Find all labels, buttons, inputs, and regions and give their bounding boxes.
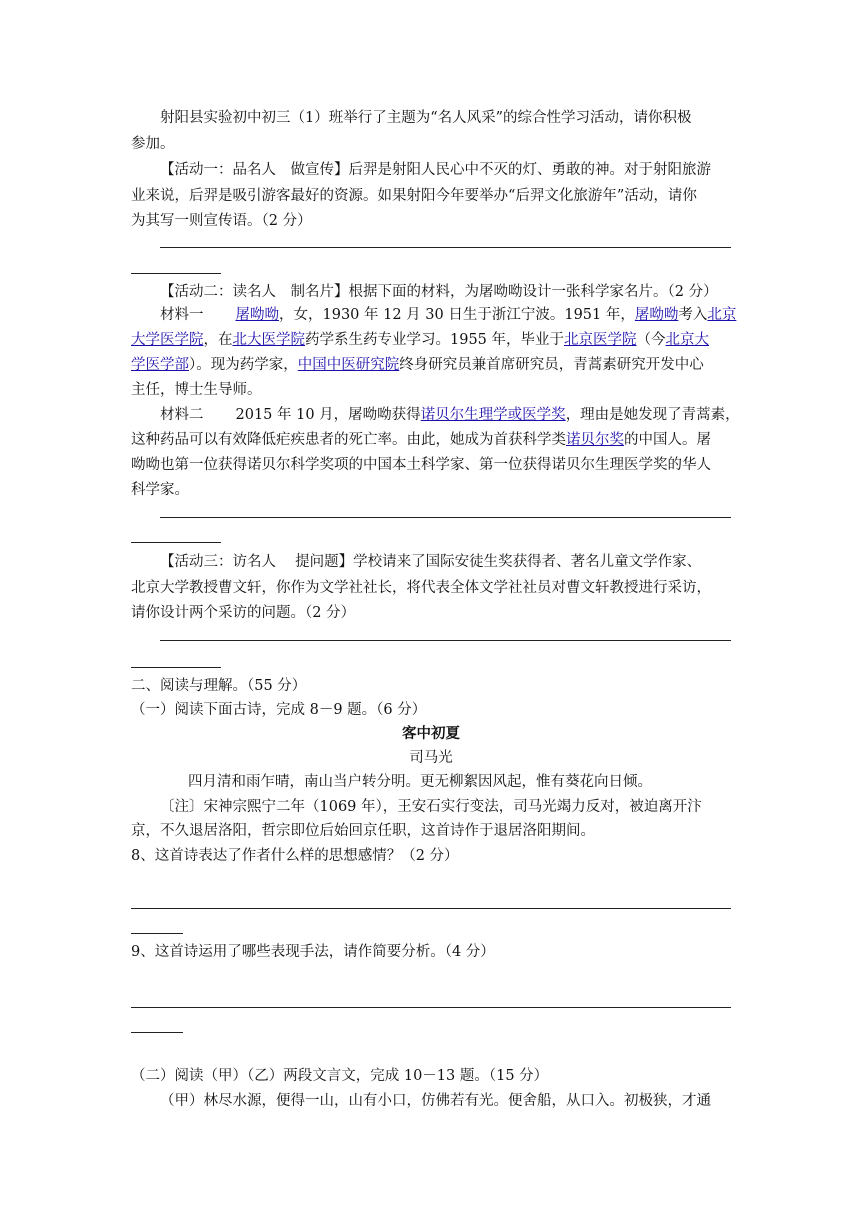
answer-line-tail	[131, 933, 183, 934]
activity-1-line-3: 为其写一则宣传语。（2 分）	[131, 213, 312, 229]
poem-note-line-1: 〔注〕宋神宗熙宁二年（1069 年），王安石实行变法，司马光竭力反对，被迫离开汴	[160, 799, 702, 815]
part-1-heading: （一）阅读下面古诗，完成 8－9 题。（6 分）	[131, 702, 427, 718]
link-china-academy-tcm[interactable]: 中国中医研究院	[297, 357, 400, 373]
material-2-text: 的中国人。屠	[624, 432, 711, 448]
answer-line-tail	[131, 542, 221, 543]
material-1-line-4: 主任，博士生导师。	[131, 382, 262, 398]
answer-line	[131, 1007, 731, 1008]
poem-title: 客中初夏	[402, 726, 460, 742]
link-beijing-medical-college[interactable]: 北京医学院	[564, 332, 637, 348]
section-2-title: 二、阅读与理解。（55 分）	[131, 678, 307, 694]
material-1-line-3	[131, 355, 731, 375]
answer-line	[160, 247, 731, 248]
link-nobel-prize[interactable]: 诺贝尔奖	[566, 432, 624, 448]
question-8: 8、这首诗表达了作者什么样的思想感情？（2 分）	[131, 848, 459, 864]
link-nobel-medicine[interactable]: 诺贝尔生理学或医学奖	[420, 407, 566, 423]
activity-3-line-2: 北京大学教授曹文轩，你作为文学社社长，将代表全体文学社社员对曹文轩教授进行采访，	[131, 580, 711, 596]
answer-line	[131, 908, 731, 909]
activity-1-line-1: 【活动一：品名人 做宣传】后羿是射阳人民心中不灭的灯、勇敢的神。对于射阳旅游	[160, 162, 711, 178]
link-beida-medical[interactable]: 北大医学院	[232, 332, 305, 348]
intro-line-2: 参加。	[131, 136, 175, 152]
material-2-text: 这种药品可以有效降低疟疾患者的死亡率。由此，她成为首获科学类	[131, 432, 566, 448]
answer-line-tail	[131, 273, 221, 274]
part-2-heading: （二）阅读（甲）（乙）两段文言文，完成 10－13 题。（15 分）	[131, 1068, 549, 1084]
activity-1-line-2: 业来说，后羿是吸引游客最好的资源。如果射阳今年要举办“后羿文化旅游年”活动，请你	[131, 188, 697, 204]
link-peking-university[interactable]: 北京	[707, 307, 737, 323]
material-1-line-2	[131, 330, 731, 350]
link-tuyouyou-2[interactable]: 屠呦呦	[634, 307, 679, 323]
material-2-line-3: 呦呦也第一位获得诺贝尔科学奖项的中国本土科学家、第一位获得诺贝尔生理医学奖的华人	[131, 457, 711, 473]
activity-3-line-1: 【活动三：访名人 提问题】学校请来了国际安徒生奖获得者、著名儿童文学作家、	[160, 554, 702, 570]
material-2-label: 材料二	[160, 407, 204, 423]
material-1-text: ）。现为药学家，	[189, 357, 298, 373]
material-1-text: 药学系生药专业学习。1955 年，毕业于	[305, 332, 565, 348]
poem-author: 司马光	[409, 750, 453, 766]
material-1-line-1	[160, 305, 737, 325]
passage-jia-line-1: （甲）林尽水源，便得一山，山有小口，仿佛若有光。便舍船，从口入。初极狭，才通	[160, 1093, 711, 1109]
material-2-line-2	[131, 430, 731, 450]
link-tuyouyou[interactable]: 屠呦呦	[235, 307, 279, 323]
material-1-label: 材料一	[160, 307, 204, 323]
answer-line-tail	[131, 1032, 183, 1033]
material-2-text: 2015 年 10 月，屠呦呦获得	[235, 407, 421, 423]
question-9: 9、这首诗运用了哪些表现手法，请作简要分析。（4 分）	[131, 944, 495, 960]
material-1-text: （今	[636, 332, 666, 348]
answer-line-tail	[131, 667, 221, 668]
material-2-line-1	[160, 405, 740, 425]
poem-text: 四月清和雨乍晴，南山当户转分明。更无柳絮因风起，惟有葵花向日倾。	[188, 774, 652, 790]
answer-line	[160, 517, 731, 518]
material-2-text: ，理由是她发现了青蒿素，	[565, 407, 740, 423]
link-pku-health-cont[interactable]: 学医学部	[131, 357, 189, 373]
answer-line	[160, 640, 731, 641]
material-1-text: ，在	[203, 332, 233, 348]
material-1-text: 终身研究员兼首席研究员，青蒿素研究开发中心	[399, 357, 704, 373]
material-2-line-4: 科学家。	[131, 482, 189, 498]
material-1-text: 考入	[678, 307, 708, 323]
link-peking-university-cont[interactable]: 大学医学院	[131, 332, 204, 348]
activity-2-title: 【活动二：读名人 制名片】根据下面的材料，为屠呦呦设计一张科学家名片。（2 分）	[160, 284, 718, 300]
poem-note-line-2: 京，不久退居洛阳，哲宗即位后始回京任职，这首诗作于退居洛阳期间。	[131, 823, 595, 839]
material-1-text: ，女，1930 年 12 月 30 日生于浙江宁波。1951 年，	[279, 307, 635, 323]
link-pku-health[interactable]: 北京大	[665, 332, 710, 348]
activity-3-line-3: 请你设计两个采访的问题。（2 分）	[131, 605, 356, 621]
intro-line-1: 射阳县实验初中初三（1）班举行了主题为“名人风采”的综合性学习活动，请你积极	[160, 110, 692, 126]
